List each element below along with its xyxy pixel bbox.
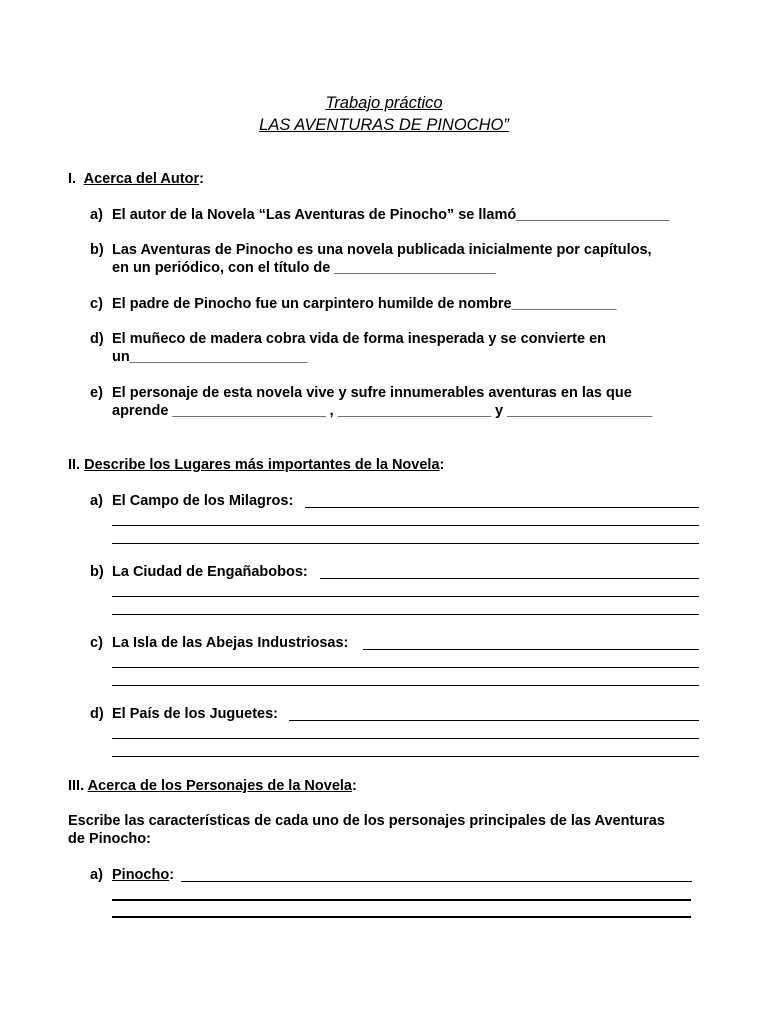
answer-line[interactable] [112, 916, 691, 918]
question-2d [90, 706, 278, 723]
answer-line[interactable] [112, 543, 699, 544]
question-1b-line2: en un periódico, con el título de ____________________ [112, 260, 496, 276]
section-1-title: Acerca del Autor [83, 171, 200, 187]
place-label: La Isla de las Abejas Industriosas: [112, 635, 349, 651]
question-text: El muñeco de madera cobra vida de forma inesperada y se convierte en [112, 331, 606, 347]
question-1b [90, 242, 652, 259]
question-2c [90, 635, 348, 652]
answer-line[interactable] [112, 614, 699, 615]
section-1-colon: : [199, 171, 204, 187]
answer-line[interactable] [112, 667, 699, 668]
answer-line[interactable] [305, 507, 699, 508]
question-1e [90, 385, 632, 402]
section-2-number: II. [68, 457, 81, 473]
section-2-colon: : [439, 457, 445, 473]
question-1a [90, 207, 669, 224]
answer-line[interactable] [112, 738, 699, 739]
section-1-heading [68, 171, 204, 188]
answer-line[interactable] [112, 899, 691, 901]
item-letter: b) [90, 242, 104, 258]
answer-line[interactable] [363, 649, 699, 650]
document-title: Trabajo práctico [325, 94, 443, 112]
character-colon: : [169, 867, 175, 883]
answer-line[interactable] [181, 881, 692, 882]
section-3-instruction-line2: de Pinocho: [68, 831, 151, 847]
section-3-number: III. [68, 778, 85, 794]
character-label: Pinocho [112, 867, 170, 883]
item-letter: a) [90, 207, 103, 223]
answer-line[interactable] [112, 685, 699, 686]
item-letter: a) [90, 867, 103, 883]
item-letter: a) [90, 493, 103, 509]
item-letter: c) [90, 635, 103, 651]
section-1-number: I. [68, 171, 77, 187]
place-label: El País de los Juguetes: [112, 706, 278, 722]
section-3-heading [68, 778, 357, 795]
question-3a [90, 867, 174, 884]
place-label: La Ciudad de Engañabobos: [112, 564, 308, 580]
section-2-heading [68, 457, 444, 474]
item-letter: c) [90, 296, 103, 312]
section-2-title: Describe los Lugares más importantes de la Novela [84, 457, 440, 473]
question-1c [90, 296, 616, 313]
place-label: El Campo de los Milagros: [112, 493, 294, 509]
item-letter: e) [90, 385, 103, 401]
answer-line[interactable] [320, 578, 699, 579]
item-letter: d) [90, 331, 104, 347]
question-text: El autor de la Novela “Las Aventuras de Pinocho” se llamó___________________ [112, 207, 670, 223]
answer-line[interactable] [112, 525, 699, 526]
question-2a [90, 493, 293, 510]
answer-line[interactable] [112, 596, 699, 597]
question-1d [90, 331, 606, 348]
section-3-colon: : [351, 778, 357, 794]
section-3-title: Acerca de los Personajes de la Novela [87, 778, 352, 794]
answer-line[interactable] [289, 720, 699, 721]
question-text: El padre de Pinocho fue un carpintero humilde de nombre_____________ [112, 296, 617, 312]
item-letter: b) [90, 564, 104, 580]
answer-line[interactable] [112, 756, 699, 757]
question-text: El personaje de esta novela vive y sufre innumerables aventuras en las que [112, 385, 632, 401]
question-2b [90, 564, 308, 581]
question-1d-line2: un______________________ [112, 349, 308, 365]
question-text: Las Aventuras de Pinocho es una novela publicada inicialmente por capítulos, [112, 242, 652, 258]
document-subtitle: LAS AVENTURAS DE PINOCHO” [259, 116, 509, 134]
question-1e-line2: aprende ___________________ , ___________________ y __________________ [112, 403, 653, 419]
item-letter: d) [90, 706, 104, 722]
section-3-instruction: Escribe las características de cada uno de los personajes principales de las Aventuras [68, 813, 665, 829]
